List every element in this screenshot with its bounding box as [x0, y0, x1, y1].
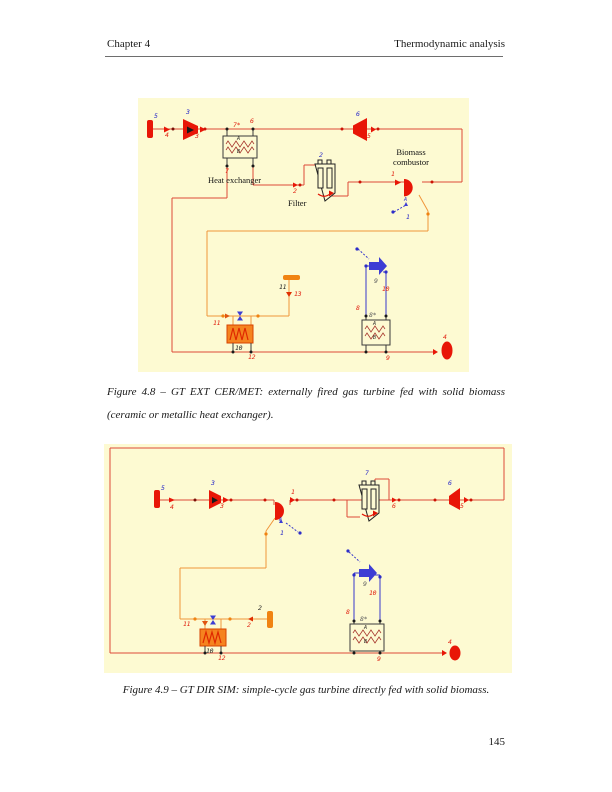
- exhaust-sink-icon: [442, 646, 461, 661]
- diagram-label: 4: [170, 503, 174, 511]
- diagram-label: 7*: [233, 121, 241, 129]
- diagram-label: 2: [247, 621, 251, 629]
- filter-icon: [315, 160, 335, 201]
- heater-inlet-arrow-icon: [202, 621, 208, 626]
- diagram-label: 5: [460, 502, 464, 510]
- diagram-label: 11: [279, 283, 287, 291]
- diagram-label: 2: [293, 187, 297, 195]
- diagram-label: 5: [154, 112, 158, 120]
- diagram-label: 6: [448, 479, 452, 487]
- blue-circuit-pipes: [358, 205, 406, 315]
- diagram-label: 10: [235, 344, 243, 352]
- diagram-label: B: [364, 639, 367, 645]
- recuperator-icon: [350, 621, 384, 653]
- diagram-label: 1: [406, 213, 410, 221]
- diagram-label: A: [279, 517, 282, 523]
- junction-dots: [193, 499, 472, 655]
- orange-fuel-pipes: [207, 195, 428, 325]
- diagram-label: A: [404, 197, 407, 203]
- diagram-label: 6: [250, 117, 254, 125]
- figure-4-9-caption: Figure 4.9 – GT DIR SIM: simple-cycle gas turbine directly fed with solid biomass.: [122, 684, 490, 696]
- orange-fuel-pipes: [180, 518, 275, 629]
- diagram-label: 9: [386, 354, 390, 362]
- diagram-label: 7: [225, 167, 229, 175]
- recuperator-icon: [362, 315, 390, 352]
- diagram-label: 4: [165, 131, 169, 139]
- filter-icon: [359, 481, 379, 521]
- biomass-combustor-icon: [275, 497, 295, 523]
- diagram-label: 9: [363, 580, 367, 588]
- heat-exchanger-icon: [223, 129, 257, 166]
- diagram-label: 8: [346, 608, 350, 616]
- figure-4-8-diagram: [138, 98, 469, 372]
- diagram-label: 8*: [369, 311, 377, 319]
- diagram-label: 11: [213, 319, 221, 327]
- diagram-label: A: [373, 321, 376, 327]
- diagram-label: 13: [294, 290, 302, 298]
- caption-line: Figure 4.8 – GT EXT CER/MET: externally fired gas turbine fed with solid biomass: [107, 386, 505, 398]
- diagram-label: 5: [161, 484, 165, 492]
- diagram-label: B: [237, 149, 240, 155]
- air-source-icon: [147, 120, 153, 138]
- exhaust-sink-icon: [433, 342, 453, 360]
- diagram-label: 8: [356, 304, 360, 312]
- diagram-label: 2: [319, 151, 323, 159]
- diagram-label: 8*: [360, 615, 368, 623]
- diagram-label: 4: [443, 333, 447, 341]
- diagram-label: 4: [448, 638, 452, 646]
- diagram-label: B: [373, 335, 376, 341]
- diagram-label: 6: [392, 502, 396, 510]
- heater-inlet-arrow-icon: [225, 314, 230, 319]
- diagram-label: 5: [367, 132, 371, 140]
- diagram-label: 12: [218, 654, 226, 662]
- diagram-label: 12: [248, 353, 256, 361]
- turbine-icon: [353, 118, 376, 141]
- diagram-label: 10: [369, 589, 377, 597]
- page-number: 145: [488, 736, 505, 748]
- diagram-label: 1: [391, 170, 395, 178]
- diagram-label: 7: [365, 469, 369, 477]
- turbine-icon: [449, 488, 469, 510]
- diagram-label: 1: [291, 488, 295, 496]
- diagram-label: 3: [186, 108, 190, 116]
- diagram-label: 3: [211, 479, 215, 487]
- caption-line: (ceramic or metallic heat exchanger).: [107, 409, 274, 421]
- diagram-label: A: [364, 625, 367, 631]
- diagram-label: 3: [195, 132, 199, 140]
- compressor-icon: [209, 490, 229, 509]
- diagram-label: 2: [258, 604, 262, 612]
- figure-4-8-caption: [107, 381, 505, 427]
- diagram-label: 10: [382, 285, 390, 293]
- figure-4-9-diagram: [104, 444, 512, 673]
- air-source-icon: [154, 490, 160, 508]
- diagram-label: 3: [220, 502, 224, 510]
- diagram-label: 9: [374, 277, 378, 285]
- valve-icon: [210, 616, 216, 625]
- diagram-label: Biomass combustor: [393, 147, 429, 167]
- diagram-label: A: [237, 136, 240, 142]
- diagram-label: 9: [377, 655, 381, 663]
- diagram-label: 11: [183, 620, 191, 628]
- diagram-label: Heat exchanger: [208, 175, 262, 185]
- diagram-label: 10: [206, 647, 214, 655]
- fan-icon: [359, 564, 377, 582]
- header-rule: [105, 56, 503, 57]
- diagram-label: 1: [280, 529, 284, 537]
- diagram-label: Filter: [288, 198, 307, 208]
- diagram-label: 6: [356, 110, 360, 118]
- header-title: Thermodynamic analysis: [394, 38, 505, 50]
- stream-arrow-icon: [169, 498, 175, 503]
- header-chapter: Chapter 4: [107, 38, 151, 50]
- red-gas-pipes: [110, 448, 504, 653]
